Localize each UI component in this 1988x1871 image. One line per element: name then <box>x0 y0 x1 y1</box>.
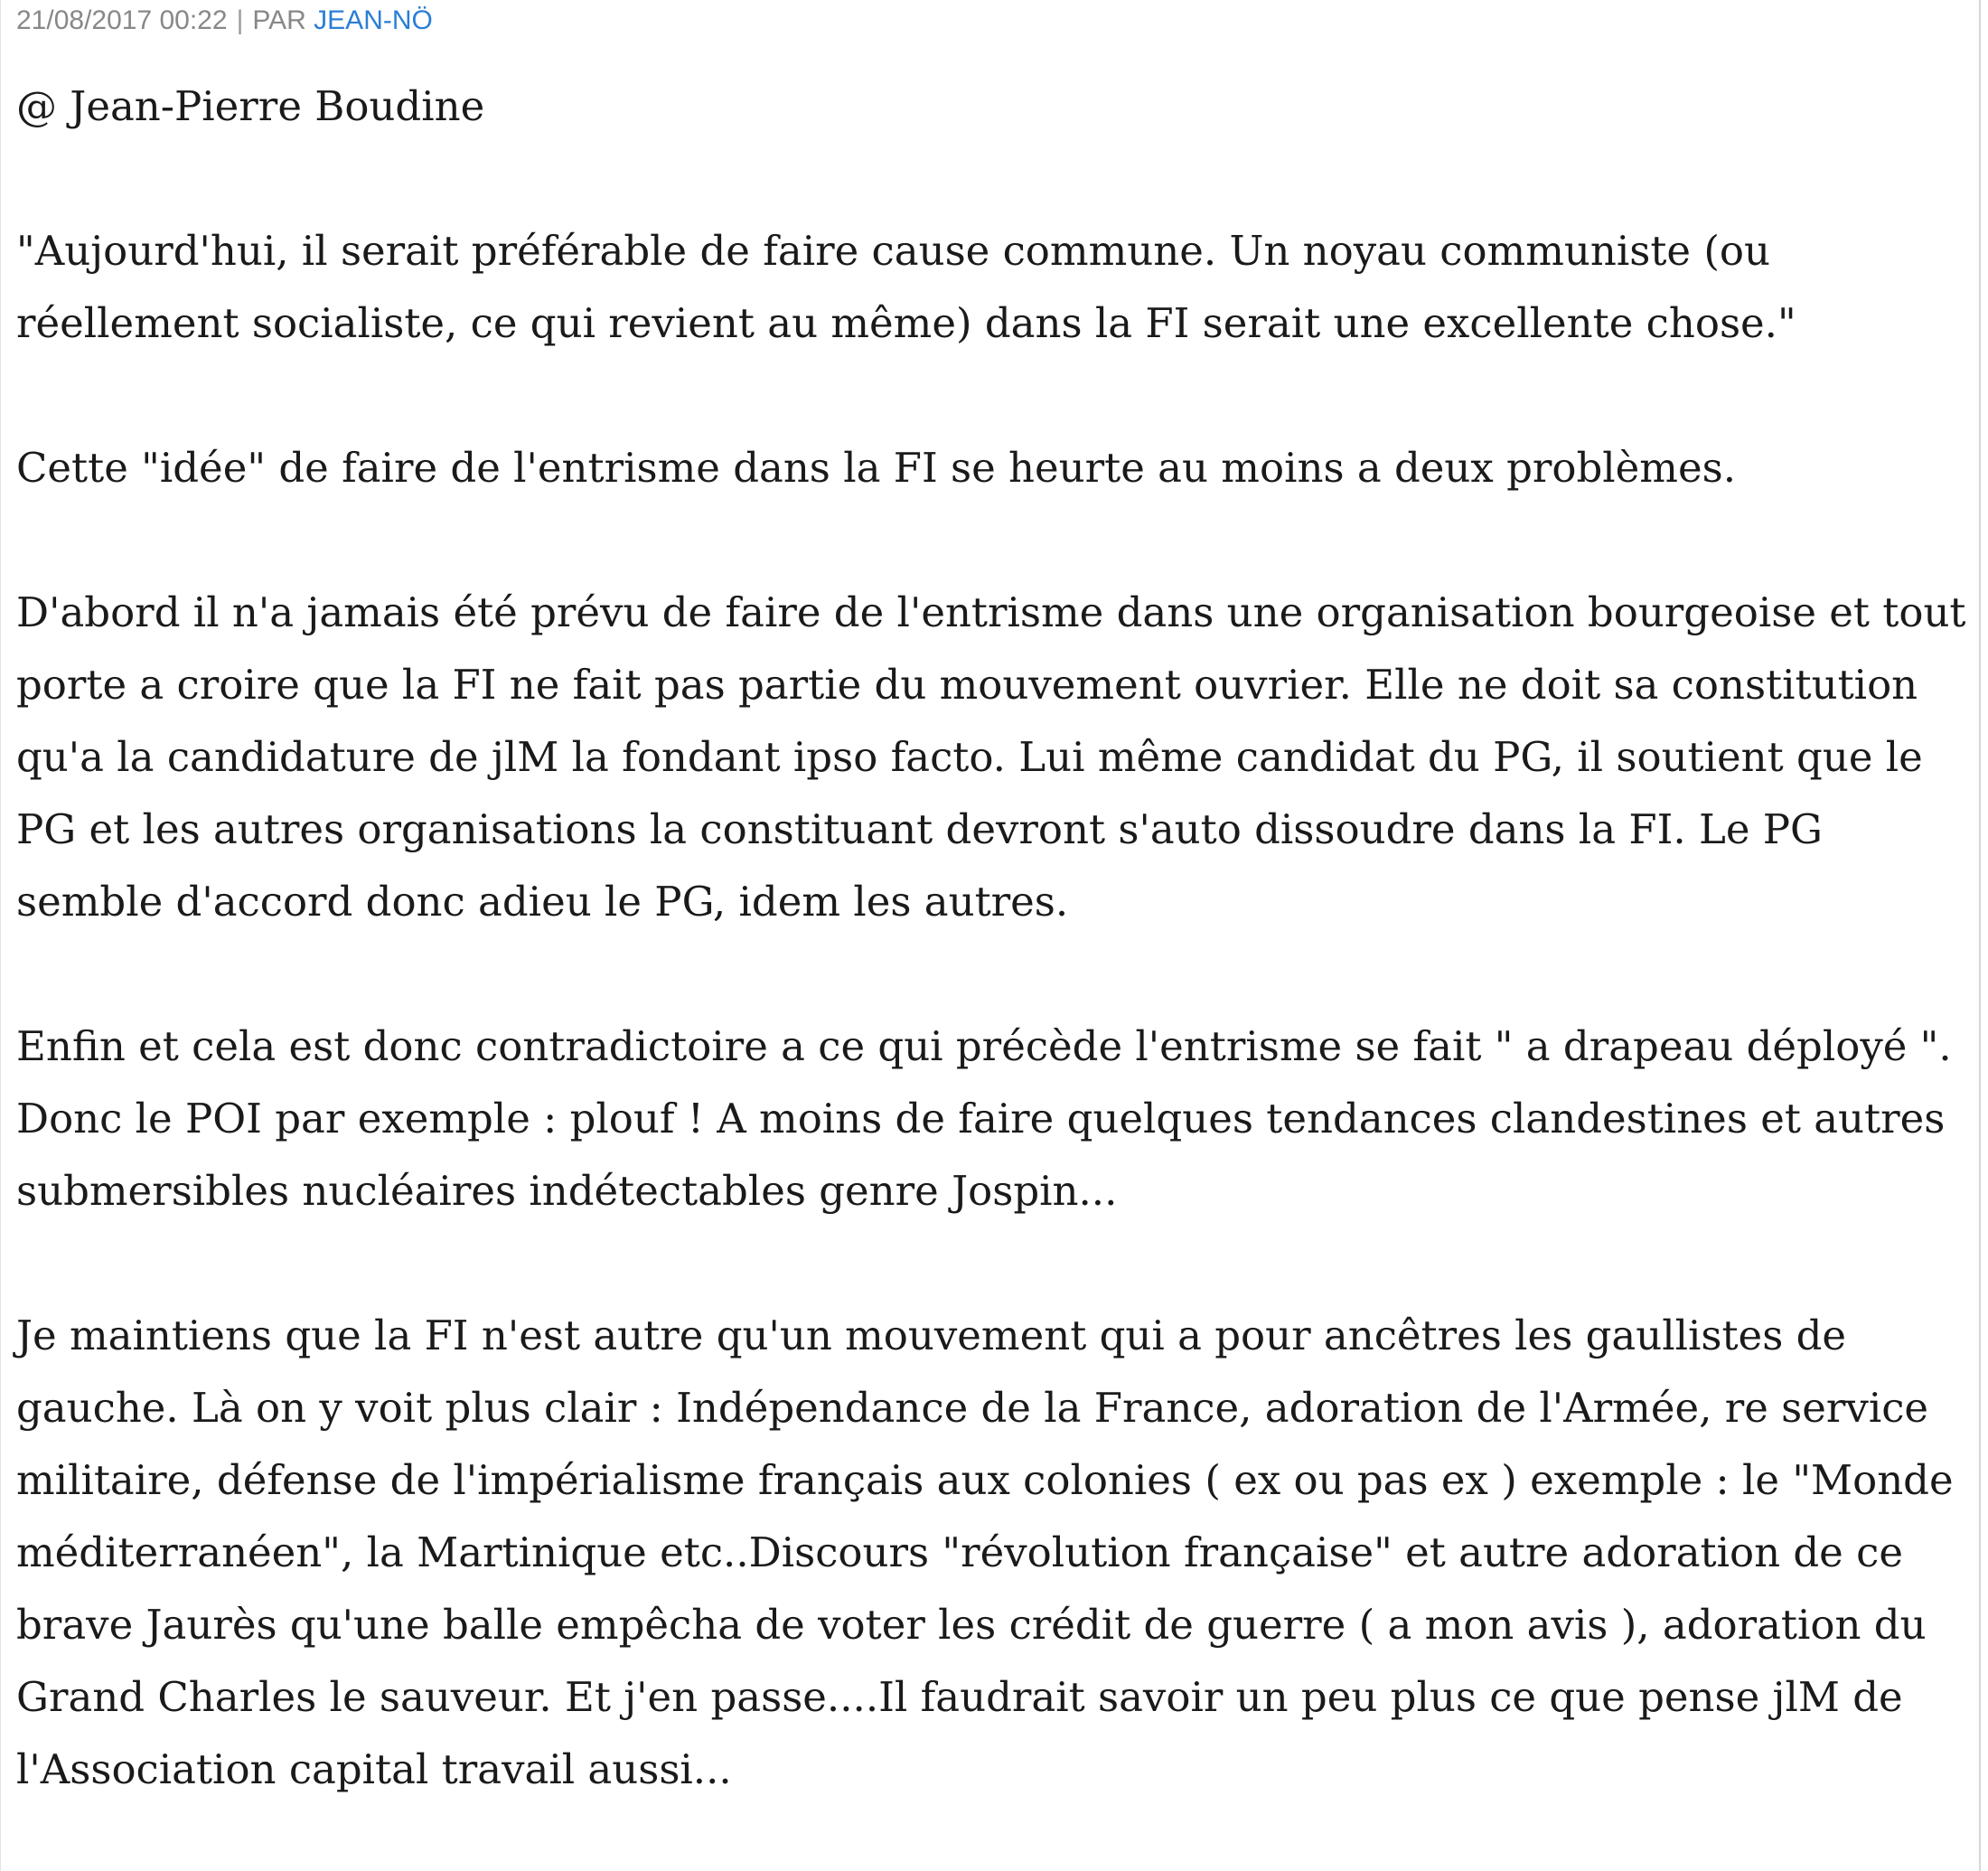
by-label: PAR <box>252 5 306 35</box>
comment-body <box>16 71 1968 1806</box>
comment-paragraph: "Aujourd'hui, il serait préférable de faire cause commune. Un noyau communiste (ou réellement socialiste, ce qui revient au même) dans la FI serait une excellente chose." <box>16 227 1796 347</box>
comment-date: 21/08/2017 00:22 <box>16 5 228 35</box>
meta-separator: | <box>236 5 244 35</box>
comment-paragraph: D'abord il n'a jamais été prévu de faire de l'entrisme dans une organisation bourgeoise et tout porte a croire que la FI ne fait pas partie du mouvement ouvrier. Elle ne doit sa constitution qu'a la candidature de jlM la fondant ipso facto. Lui même candidat du PG, il soutient que le PG et les autres organisations la constituant devront s'auto dissoudre dans la FI. Le PG semble d'accord donc adieu le PG, idem les autres. <box>16 588 1966 926</box>
comment-paragraph: Enfin et cela est donc contradictoire a ce qui précède l'entrisme se fait " a drapeau déployé ". Donc le POI par exemple : plouf ! A moins de faire quelques tendances clandestines et autres submersibles nucléaires indétectables genre Jospin... <box>16 1022 1952 1215</box>
comment-paragraph: Cette "idée" de faire de l'entrisme dans la FI se heurte au moins a deux problèmes. <box>16 444 1737 492</box>
author-link[interactable]: JEAN-NÖ <box>314 5 433 35</box>
comment-paragraph: Je maintiens que la FI n'est autre qu'un mouvement qui a pour ancêtres les gaullistes de gauche. Là on y voit plus clair : Indépendance de la France, adoration de l'Armée, re service militaire, défense de l'impérialisme français aux colonies ( ex ou pas ex ) exemple : le "Monde méditerranéen", la Martinique etc..Discours "révolution française" et autre adoration de ce brave Jaurès qu'une balle empêcha de voter les crédit de guerre ( a mon avis ), adoration du Grand Charles le sauveur. Et j'en passe....Il faudrait savoir un peu plus ce que pense jlM de l'Association capital travail aussi... <box>16 1312 1954 1793</box>
comment-meta <box>16 0 1979 42</box>
comment-paragraph: @ Jean-Pierre Boudine <box>16 82 485 130</box>
